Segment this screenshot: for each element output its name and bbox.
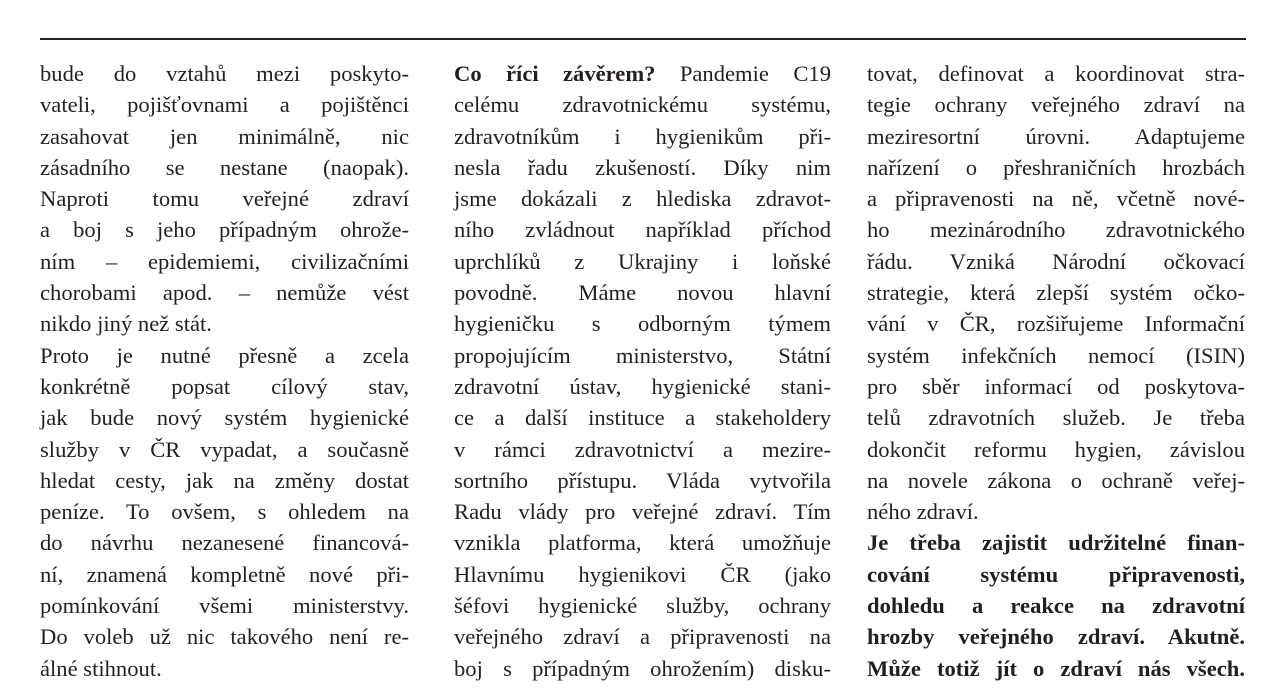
body-text: Proto je nutné přesně a zcela: [40, 342, 409, 368]
text-column-2: [454, 58, 831, 684]
body-text: a boj s jeho případným ohrože-: [40, 217, 409, 243]
body-text: sortního přístupu. Vláda vytvořila: [454, 467, 831, 493]
body-text: meziresortní úrovni. Adaptujeme: [867, 123, 1245, 149]
text-line: [40, 527, 409, 558]
body-text: nesla řadu zkušeností. Díky nim: [454, 154, 831, 180]
text-line: [40, 434, 409, 465]
body-text: ho mezinárodního zdravotnického: [867, 217, 1245, 243]
body-text: ce a další instituce a stakeholdery: [454, 405, 831, 431]
text-line: [454, 340, 831, 371]
body-text: do návrhu nezanesené financová-: [40, 530, 409, 556]
text-line: [454, 246, 831, 277]
text-line: [40, 58, 409, 89]
body-text: jak bude nový systém hygienické: [40, 405, 409, 431]
body-text: konkrétně popsat cílový stav,: [40, 373, 409, 399]
text-line: [454, 121, 831, 152]
text-line: [867, 308, 1245, 339]
text-line: [867, 402, 1245, 433]
text-line: [867, 653, 1245, 684]
body-text: Pandemie C19: [655, 61, 831, 86]
text-line: [40, 340, 409, 371]
body-text: tovat, definovat a koordinovat stra-: [867, 61, 1245, 86]
text-line: [867, 183, 1245, 214]
text-line: [454, 496, 831, 527]
bold-text: Je třeba zajistit udržitelné finan-: [867, 530, 1245, 556]
body-text: nařízení o přeshraničních hrozbách: [867, 154, 1245, 180]
bold-text: cování systému připravenosti,: [867, 561, 1245, 587]
body-text: ním – epidemiemi, civilizačními: [40, 248, 409, 274]
text-line: [867, 621, 1245, 652]
text-line: [867, 277, 1245, 308]
text-line: [454, 653, 831, 684]
text-line: [867, 559, 1245, 590]
text-line: [40, 308, 409, 339]
text-line: [454, 621, 831, 652]
body-text: pro sběr informací od poskytova-: [867, 373, 1245, 399]
text-line: [40, 621, 409, 652]
text-line: [454, 214, 831, 245]
text-line: [40, 183, 409, 214]
body-text: ního zvládnout například příchod: [454, 217, 831, 243]
body-text: a připravenosti na ně, včetně nové-: [867, 186, 1245, 212]
body-text: uprchlíků z Ukrajiny i loňské: [454, 248, 831, 274]
text-line: [454, 89, 831, 120]
text-column-1: [40, 58, 409, 684]
text-line: [40, 246, 409, 277]
text-line: [454, 183, 831, 214]
text-line: [867, 152, 1245, 183]
body-text: strategie, která zlepší systém očko-: [867, 280, 1245, 306]
text-line: [40, 371, 409, 402]
text-line: [454, 402, 831, 433]
text-line: [454, 152, 831, 183]
body-text: tegie ochrany veřejného zdraví na: [867, 92, 1245, 118]
body-text: hledat cesty, jak na změny dostat: [40, 467, 409, 493]
body-text: Radu vlády pro veřejné zdraví. Tím: [454, 499, 831, 525]
body-text: služby v ČR vypadat, a současně: [40, 436, 409, 462]
text-line: [867, 496, 1245, 527]
text-line: [867, 527, 1245, 558]
body-text: celému zdravotnickému systému,: [454, 92, 831, 118]
text-line: [40, 214, 409, 245]
text-line: [454, 371, 831, 402]
body-text: zasahovat jen minimálně, nic: [40, 123, 409, 149]
body-text: šéfovi hygienické služby, ochrany: [454, 593, 831, 619]
text-line: [40, 496, 409, 527]
body-text: Naproti tomu veřejné zdraví: [40, 186, 409, 212]
text-line: [40, 152, 409, 183]
text-line: [867, 214, 1245, 245]
text-line: [40, 402, 409, 433]
text-line: [867, 371, 1245, 402]
text-line: [454, 465, 831, 496]
body-text: ní, znamená kompletně nové při-: [40, 561, 409, 587]
text-line: [454, 590, 831, 621]
body-text: bude do vztahů mezi poskyto-: [40, 61, 409, 86]
top-divider: [40, 38, 1246, 40]
body-text: zdravotníkům i hygienikům při-: [454, 123, 831, 149]
body-text: Do voleb už nic takového není re-: [40, 624, 409, 650]
body-text: hygieničku s odborným týmem: [454, 311, 831, 337]
text-line: [867, 121, 1245, 152]
body-text: pomínkování všemi ministerstvy.: [40, 593, 409, 619]
text-line: [454, 434, 831, 465]
text-line: [867, 58, 1245, 89]
body-text: systém infekčních nemocí (ISIN): [867, 342, 1245, 368]
body-text: na novele zákona o ochraně veřej-: [867, 467, 1245, 493]
body-text: zásadního se nestane (naopak).: [40, 154, 409, 180]
body-text: jsme dokázali z hlediska zdravot-: [454, 186, 831, 212]
body-text: vání v ČR, rozšiřujeme Informační: [867, 311, 1245, 337]
text-column-3: [867, 58, 1245, 684]
text-line: [454, 527, 831, 558]
body-text: álné stihnout.: [40, 655, 162, 681]
text-line: [40, 121, 409, 152]
text-line: [40, 89, 409, 120]
text-line: [867, 89, 1245, 120]
body-text: telů zdravotních služeb. Je třeba: [867, 405, 1245, 431]
body-text: dokončit reformu hygien, závislou: [867, 436, 1245, 462]
body-text: boj s případným ohrožením) disku-: [454, 655, 831, 681]
body-text: vateli, pojišťovnami a pojištěnci: [40, 92, 409, 118]
text-line: [454, 308, 831, 339]
text-line: [454, 559, 831, 590]
body-text: propojujícím ministerstvo, Státní: [454, 342, 831, 368]
body-text: řádu. Vzniká Národní očkovací: [867, 248, 1245, 274]
text-line: [454, 58, 831, 89]
body-text: v rámci zdravotnictví a mezire-: [454, 436, 831, 462]
body-text: peníze. To ovšem, s ohledem na: [40, 499, 409, 525]
text-line: [867, 340, 1245, 371]
text-line: [867, 434, 1245, 465]
bold-text: hrozby veřejného zdraví. Akutně.: [867, 624, 1245, 650]
body-text: veřejného zdraví a připravenosti na: [454, 624, 831, 650]
bold-text: dohledu a reakce na zdravotní: [867, 593, 1245, 619]
body-text: zdravotní ústav, hygienické stani-: [454, 373, 831, 399]
body-text: nikdo jiný než stát.: [40, 311, 212, 337]
body-text: vznikla platforma, která umožňuje: [454, 530, 831, 556]
text-line: [40, 653, 409, 684]
bold-text: Co říci závěrem?: [454, 61, 656, 86]
body-text: ného zdraví.: [867, 499, 979, 525]
bold-text: Může totiž jít o zdraví nás všech.: [867, 655, 1245, 681]
text-line: [40, 559, 409, 590]
text-line: [867, 246, 1245, 277]
text-line: [867, 465, 1245, 496]
body-text: povodně. Máme novou hlavní: [454, 280, 831, 306]
text-line: [40, 465, 409, 496]
text-line: [867, 590, 1245, 621]
body-text: chorobami apod. – nemůže vést: [40, 280, 409, 306]
text-line: [40, 590, 409, 621]
body-text: Hlavnímu hygienikovi ČR (jako: [454, 561, 831, 587]
text-line: [454, 277, 831, 308]
text-line: [40, 277, 409, 308]
